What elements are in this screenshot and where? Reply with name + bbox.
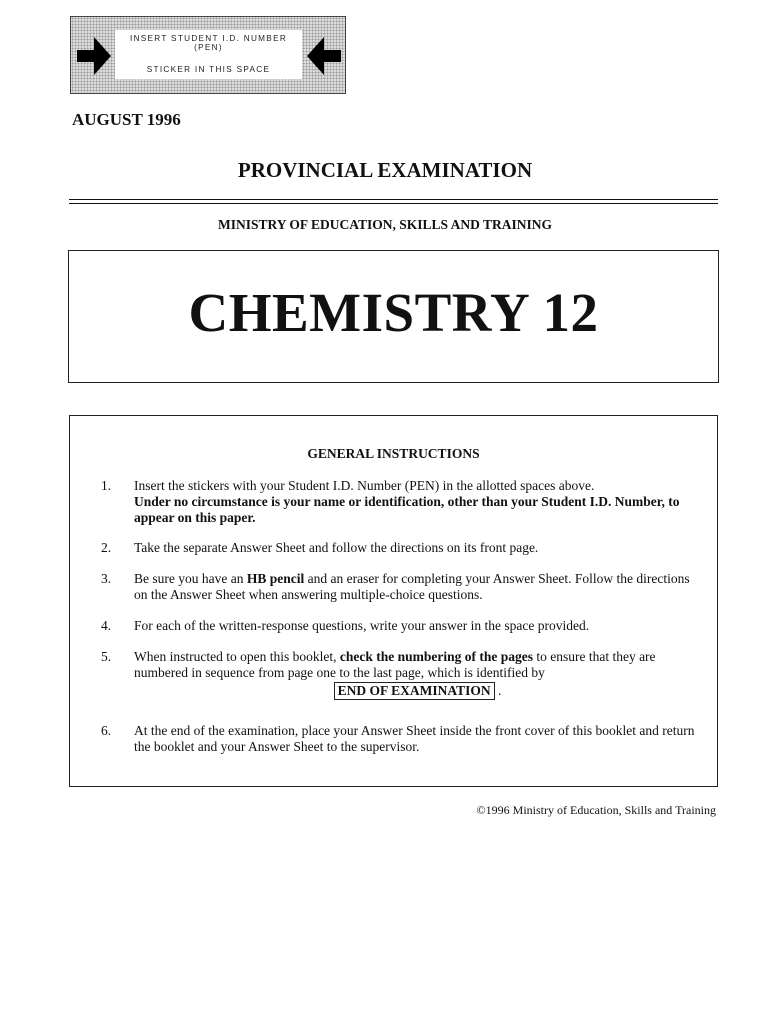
item-text: Take the separate Answer Sheet and follow the directions on its front page. [134, 540, 539, 555]
sticker-instruction-line1: INSERT STUDENT I.D. NUMBER (PEN) [129, 34, 288, 52]
arrow-right-icon [77, 37, 111, 75]
item-text: to ensure that they are numbered in sequence from page one to the last page, which is identified by [134, 649, 656, 680]
item-bold-text: HB pencil [246, 571, 305, 586]
item-text: At the end of the examination, place your Answer Sheet inside the front cover of this booklet and return the booklet and your Answer Sheet to the supervisor. [134, 723, 695, 754]
arrow-left-icon [307, 37, 341, 75]
item-bold-text: check the numbering of the pages [339, 649, 533, 664]
instruction-item [101, 723, 701, 755]
item-number: 1. [101, 478, 112, 493]
instruction-item [101, 618, 701, 634]
item-bold-text: Under no circumstance is your name or identification, other than your Student I.D. Number, to appear on this paper. [134, 494, 680, 525]
item-number: 5. [101, 649, 112, 664]
item-number: 6. [101, 723, 112, 738]
ministry-name: MINISTRY OF EDUCATION, SKILLS AND TRAINING [217, 217, 553, 232]
sticker-instruction-line2: STICKER IN THIS SPACE [146, 65, 271, 74]
instruction-item [101, 540, 701, 556]
subject-box [68, 250, 719, 383]
item-number: 2. [101, 540, 112, 555]
item-text: and an eraser for completing your Answer Sheet. Follow the directions on the Answer Sheet when answering multiple-choice questions. [134, 571, 690, 602]
id-sticker-area [70, 16, 346, 94]
instruction-item [101, 649, 701, 700]
exam-title: PROVINCIAL EXAMINATION [237, 158, 533, 182]
item-number: 4. [101, 618, 112, 633]
instructions-heading: GENERAL INSTRUCTIONS [307, 446, 480, 461]
exam-date: AUGUST 1996 [72, 110, 181, 129]
sticker-placeholder [115, 30, 302, 79]
divider-top [69, 199, 718, 200]
item-number: 3. [101, 571, 112, 586]
item-text: Insert the stickers with your Student I.D. Number (PEN) in the allotted spaces above. [134, 478, 595, 493]
item-text: When instructed to open this booklet, [134, 649, 340, 664]
copyright-notice: ©1996 Ministry of Education, Skills and Training [476, 803, 716, 817]
item-text: Be sure you have an [134, 571, 247, 586]
divider-bottom [69, 203, 718, 204]
end-punctuation: . [498, 683, 502, 698]
item-text: For each of the written-response questions, write your answer in the space provided. [134, 618, 590, 633]
end-of-examination-marker: END OF EXAMINATION [334, 682, 495, 700]
instructions-box [69, 415, 718, 787]
subject-title: CHEMISTRY 12 [188, 282, 599, 343]
instruction-item [101, 478, 701, 526]
instruction-item [101, 571, 701, 603]
